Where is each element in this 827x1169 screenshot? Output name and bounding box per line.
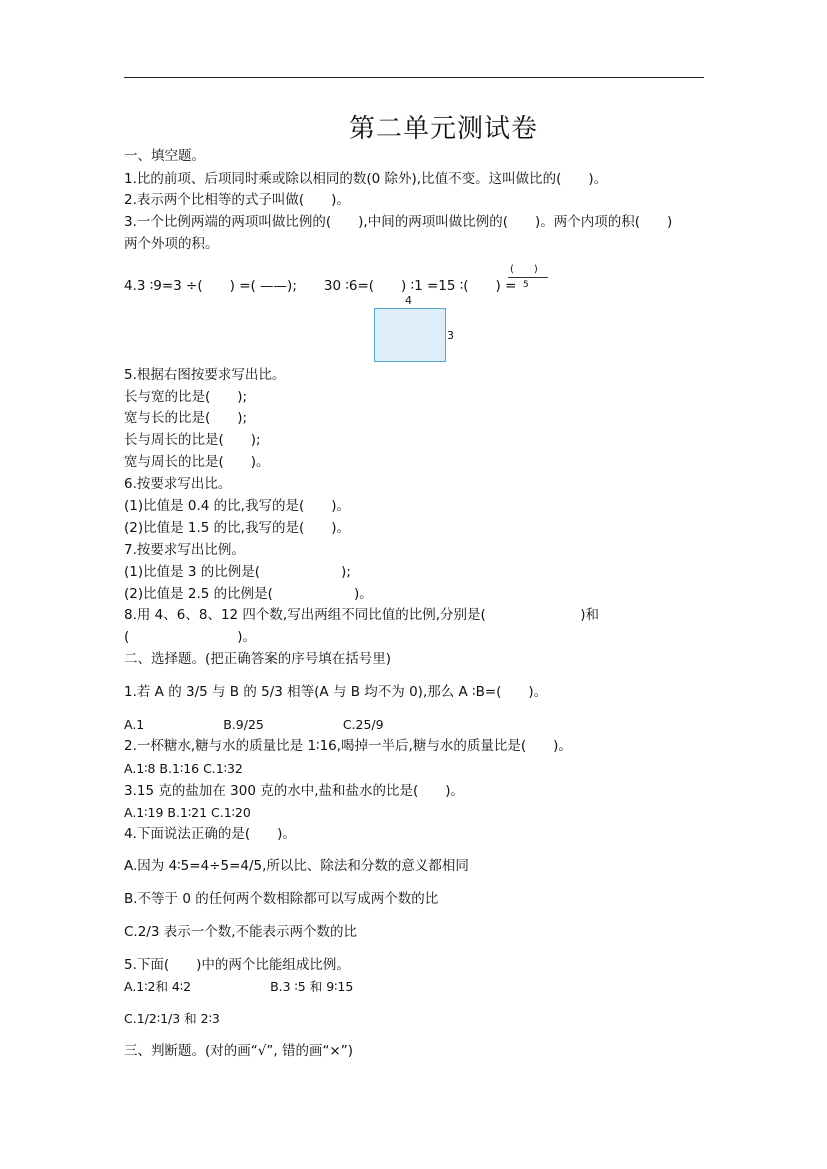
question-1-6a: (1)比值是 0.4 的比,我写的是( )。 [124,498,350,514]
question-2-2: 2.一杯糖水,糖与水的质量比是 1∶16,喝掉一半后,糖与水的质量比是( )。 [124,738,572,754]
question-2-5-option-c: C.1/2∶1/3 和 2∶3 [124,1011,220,1026]
question-2-5: 5.下面( )中的两个比能组成比例。 [124,957,350,973]
question-2-3-options: A.1∶19 B.1∶21 C.1∶20 [124,805,251,820]
question-1-7b: (2)比值是 2.5 的比例是( )。 [124,586,373,602]
question-1-8: 8.用 4、6、8、12 四个数,写出两组不同比值的比例,分别是( )和 [124,607,600,623]
question-1-5: 5.根据右图按要求写出比。 [124,367,286,383]
question-1-3-cont: 两个外项的积。 [124,236,219,252]
question-1-2: 2.表示两个比相等的式子叫做( )。 [124,192,350,208]
question-2-4b: B.不等于 0 的任何两个数相除都可以写成两个数的比 [124,891,439,907]
section-3-heading: 三、判断题。(对的画“√”, 错的画“×”) [124,1043,354,1059]
question-1-5c: 长与周长的比是( ); [124,432,261,448]
question-1-5b: 宽与长的比是( ); [124,410,248,426]
page-title: 第二单元测试卷 [348,114,538,144]
question-2-4c: C.2/3 表示一个数,不能表示两个数的比 [124,924,358,940]
question-1-7a: (1)比值是 3 的比例是( ); [124,564,351,580]
fraction-bar [508,277,548,278]
fraction-denominator: 5 [523,280,529,290]
question-1-8-cont: ( )。 [124,629,257,645]
question-2-1-options: A.1 B.9/25 C.25/9 [124,717,384,732]
question-1-6b: (2)比值是 1.5 的比,我写的是( )。 [124,520,350,536]
question-1-1: 1.比的前项、后项同时乘或除以相同的数(0 除外),比值不变。这叫做比的( )。 [124,171,608,187]
question-1-7: 7.按要求写出比例。 [124,542,245,558]
rectangle-figure [374,308,446,362]
question-2-4: 4.下面说法正确的是( )。 [124,826,296,842]
question-2-1: 1.若 A 的 3/5 与 B 的 5/3 相等(A 与 B 均不为 0),那么 A ∶B=( )。 [124,684,548,700]
rectangle-length-label: 4 [405,294,412,307]
question-2-3: 3.15 克的盐加在 300 克的水中,盐和盐水的比是( )。 [124,783,465,799]
question-1-5a: 长与宽的比是( ); [124,389,248,405]
question-1-6: 6.按要求写出比。 [124,476,232,492]
question-2-4a: A.因为 4∶5=4÷5=4/5,所以比、除法和分数的意义都相同 [124,858,469,874]
question-1-4: 4.3 ∶9=3 ÷( ) =( ——); 30 ∶6=( ) ∶1 =15 ∶( ) = [124,278,517,294]
question-2-2-options: A.1∶8 B.1∶16 C.1∶32 [124,761,243,776]
question-1-3: 3.一个比例两端的两项叫做比例的( ),中间的两项叫做比例的( )。两个内项的积( ) [124,214,673,230]
question-2-5-options: A.1∶2和 4∶2 B.3 ∶5 和 9∶15 [124,979,354,994]
section-2-heading: 二、选择题。(把正确答案的序号填在括号里) [124,651,392,667]
rectangle-width-label: 3 [447,329,454,342]
header-rule [124,77,704,78]
question-1-5d: 宽与周长的比是( )。 [124,454,270,470]
fraction-numerator: ( ) [510,264,538,275]
section-1-heading: 一、填空题。 [124,148,205,164]
